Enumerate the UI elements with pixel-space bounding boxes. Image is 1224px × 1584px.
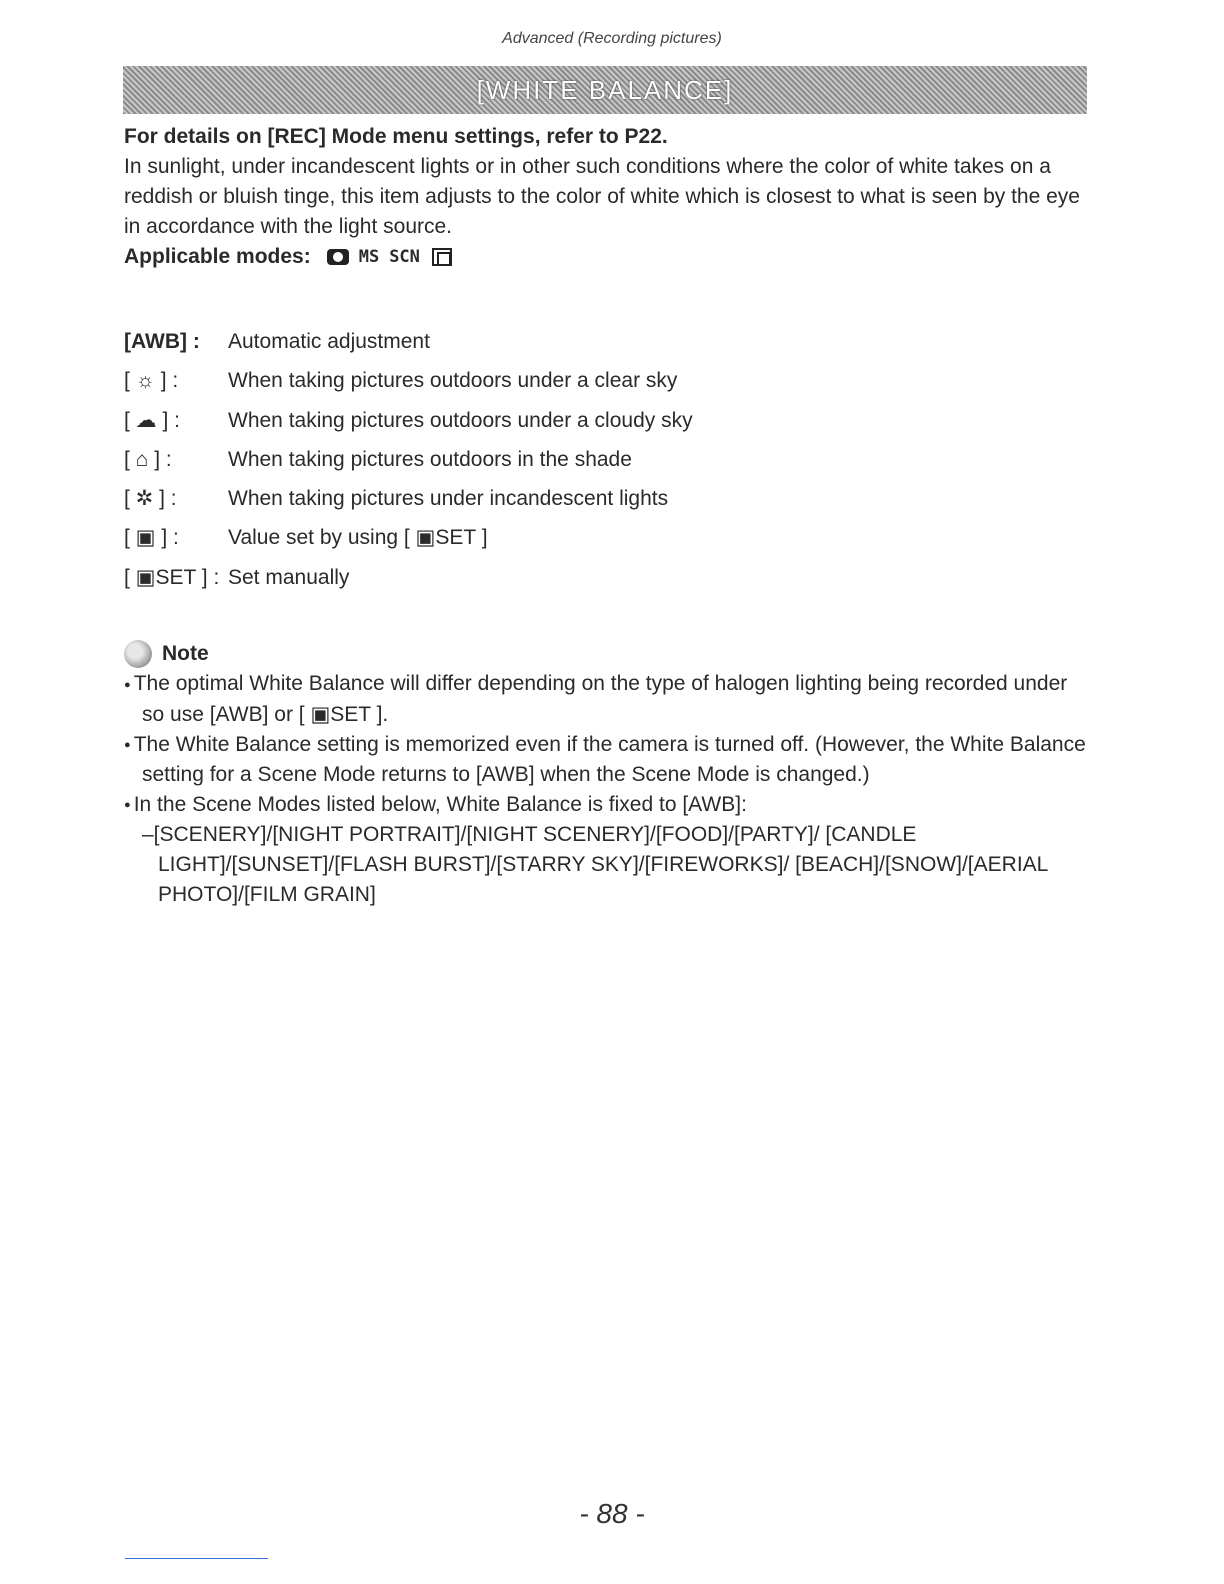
- note-heading: [124, 639, 1094, 669]
- wb-item-clear-sky: [124, 361, 1094, 400]
- wb-item-shade: [124, 440, 1094, 479]
- wb-key: [ ⌂ ] :: [124, 447, 172, 471]
- wb-desc: Set manually: [228, 565, 350, 589]
- wb-key: [ ▣SET ] :: [124, 565, 220, 589]
- motion-picture-icon: [432, 248, 452, 266]
- applicable-modes: [124, 242, 1094, 272]
- wb-desc: When taking pictures outdoors under a clear sky: [228, 369, 678, 393]
- note-title: Note: [162, 642, 209, 666]
- wb-key: [ ▣ ] :: [124, 526, 179, 550]
- page-number: - 88 -: [579, 1498, 645, 1529]
- wb-desc: Automatic adjustment: [228, 330, 430, 353]
- wb-desc: Value set by using [ ▣SET ]: [228, 526, 488, 550]
- wb-item-white-set: [124, 518, 1094, 557]
- note-bullet: ● The optimal White Balance will differ depending on the type of halogen lighting being recorded under so use [AWB] or [ ▣SET ].: [124, 669, 1094, 729]
- note-icon: [124, 640, 152, 668]
- applicable-modes-label: Applicable modes:: [124, 245, 311, 268]
- wb-key: [ ☼ ] :: [124, 369, 179, 393]
- mode-scn: SCN: [389, 247, 420, 267]
- note-bullet: ● In the Scene Modes listed below, White Balance is fixed to [AWB]:: [124, 790, 1094, 820]
- wb-desc: When taking pictures outdoors under a cloudy sky: [228, 408, 693, 432]
- main-content: [124, 122, 1094, 910]
- wb-key: [ ☁ ] :: [124, 408, 181, 432]
- wb-item-cloudy: [124, 401, 1094, 440]
- note-bullet: ● The White Balance setting is memorized even if the camera is turned off. (However, the White Balance setting for a Scene Mode returns to [AWB] when the Scene Mode is changed.): [124, 730, 1094, 790]
- mode-ms: MS: [358, 247, 380, 267]
- wb-key: [ ✲ ] :: [124, 487, 177, 511]
- white-balance-list: [124, 322, 1094, 597]
- camera-icon: [327, 249, 349, 265]
- section-title: [WHITE BALANCE]: [476, 74, 734, 105]
- wb-desc: When taking pictures outdoors in the shade: [228, 447, 632, 471]
- wb-item-awb: [124, 322, 1094, 361]
- page-header: Advanced (Recording pictures): [502, 30, 722, 47]
- intro-paragraph: In sunlight, under incandescent lights or in other such conditions where the color of white takes on a reddish or bluish tinge, this item adjusts to the color of white which is closest to what is seen by the eye in accordance with the light source.: [124, 155, 1080, 238]
- section-title-band: [123, 66, 1087, 114]
- scene-mode-list: –[SCENERY]/[NIGHT PORTRAIT]/[NIGHT SCENERY]/[FOOD]/[PARTY]/ [CANDLE LIGHT]/[SUNSET]/[FLASH BURST]/[STARRY SKY]/[FIREWORKS]/ [BEACH]/[SNOW]/[AERIAL PHOTO]/[FILM GRAIN]: [142, 823, 1048, 907]
- details-reference: For details on [REC] Mode menu settings, refer to P22.: [124, 125, 668, 148]
- wb-desc: When taking pictures under incandescent lights: [228, 487, 669, 511]
- wb-item-manual: [124, 558, 1094, 597]
- wb-item-incandescent: [124, 479, 1094, 518]
- wb-key: [AWB] :: [124, 330, 200, 353]
- bottom-rule: [125, 1558, 268, 1559]
